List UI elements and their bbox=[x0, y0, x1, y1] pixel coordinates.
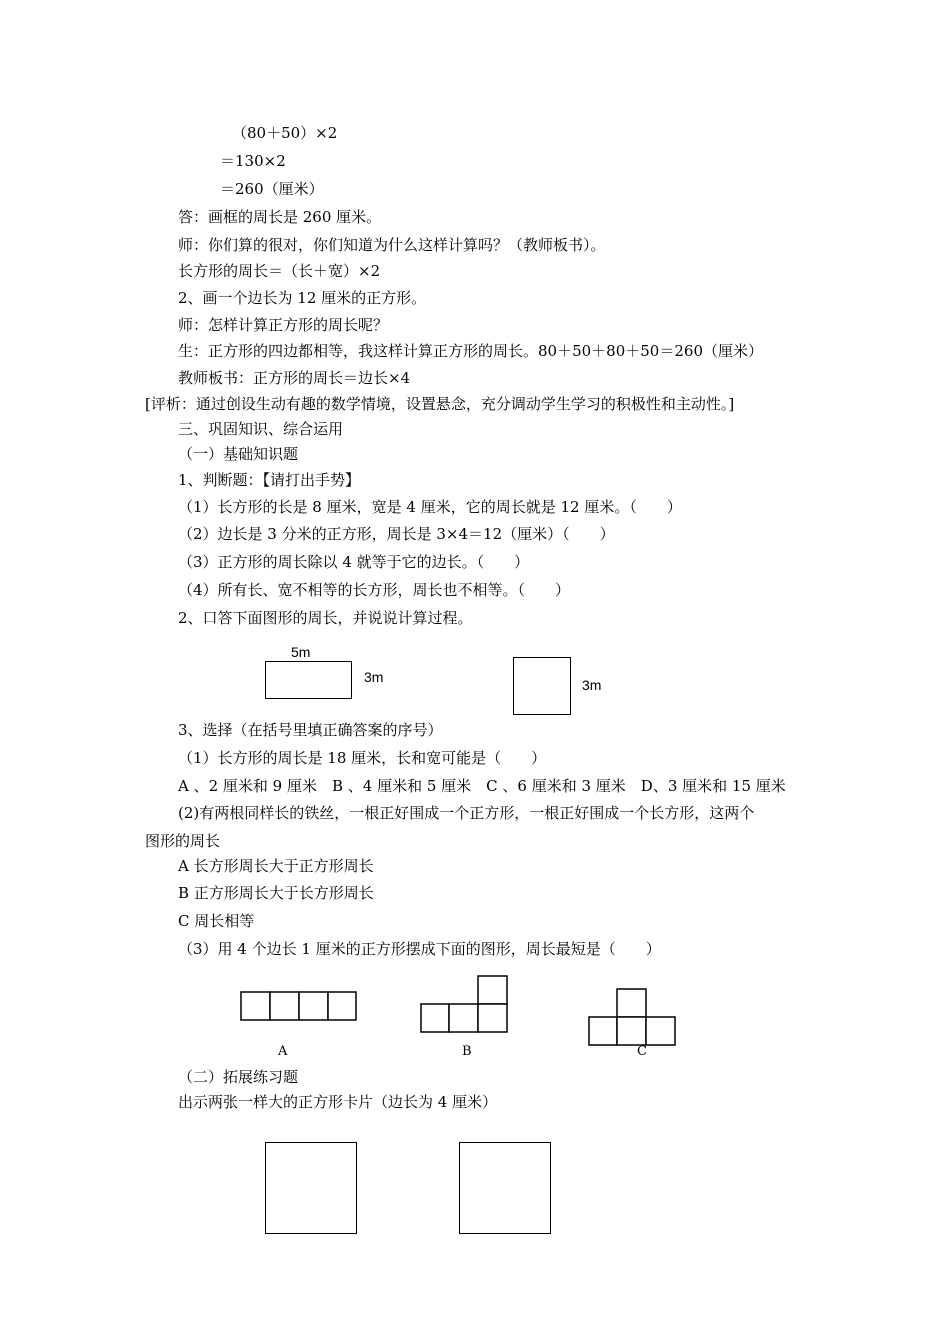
arrangement-b-square-1 bbox=[421, 1004, 449, 1032]
arrangement-c-square-top bbox=[617, 989, 646, 1017]
section-3-heading: 三、巩固知识、综合运用 bbox=[178, 420, 344, 438]
choice-item-2-continued: 图形的周长 bbox=[145, 832, 221, 850]
rectangle-formula: 长方形的周长＝（长＋宽）×2 bbox=[178, 262, 381, 280]
arrangement-b-square-top bbox=[478, 976, 507, 1004]
calc-line-1: （80＋50）×2 bbox=[232, 124, 338, 142]
oral-question-heading: 2、口答下面图形的周长，并说说计算过程。 bbox=[178, 609, 473, 627]
choice-item-2-option-b: B 正方形周长大于长方形周长 bbox=[178, 884, 374, 902]
calc-line-2: ＝130×2 bbox=[220, 152, 286, 170]
arrangement-c-label: C bbox=[637, 1044, 647, 1059]
choice-item-1: （1）长方形的周长是 18 厘米，长和宽可能是（ ） bbox=[178, 749, 547, 767]
card-description: 出示两张一样大的正方形卡片（边长为 4 厘米） bbox=[178, 1093, 498, 1111]
arrangement-a-square-4 bbox=[328, 992, 356, 1020]
square-side-label: 3m bbox=[582, 677, 602, 693]
choice-item-3: （3）用 4 个边长 1 厘米的正方形摆成下面的图形，周长最短是（ ） bbox=[178, 940, 661, 958]
teacher-line-2: 师：怎样计算正方形的周长呢？ bbox=[178, 316, 389, 334]
arrangement-b-square-2 bbox=[449, 1004, 478, 1032]
arrangement-a-square-1 bbox=[241, 992, 270, 1020]
answer-line: 答：画框的周长是 260 厘米。 bbox=[178, 208, 382, 226]
calc-line-3: ＝260（厘米） bbox=[220, 180, 324, 198]
judge-question-heading: 1、判断题：【请打出手势】 bbox=[178, 471, 361, 489]
arrangement-b-square-3 bbox=[478, 1004, 507, 1032]
choice-item-1-options: A 、2 厘米和 9 厘米 B 、4 厘米和 5 厘米 C 、6 厘米和 3 厘米 D、3 厘米和 15 厘米 bbox=[178, 777, 786, 795]
student-line: 生：正方形的四边都相等，我这样计算正方形的周长。80＋50＋80＋50＝260（厘米） bbox=[178, 342, 763, 360]
square-formula: 教师板书：正方形的周长＝边长×4 bbox=[178, 369, 411, 387]
arrangement-b-label: B bbox=[462, 1044, 472, 1059]
choice-item-2-option-a: A 长方形周长大于正方形周长 bbox=[178, 857, 374, 875]
square-card-2 bbox=[459, 1142, 551, 1234]
arrangement-a-label: A bbox=[278, 1044, 288, 1059]
judge-item-3: （3）正方形的周长除以 4 就等于它的边长。（ ） bbox=[178, 553, 530, 571]
choice-question-heading: 3、选择（在括号里填正确答案的序号） bbox=[178, 721, 443, 739]
arrangement-c-square-3 bbox=[646, 1017, 675, 1045]
subsection-2-heading: （二）拓展练习题 bbox=[178, 1068, 299, 1086]
arrangement-c-square-1 bbox=[589, 1017, 617, 1045]
arrangement-a-square-2 bbox=[270, 992, 299, 1020]
arrangement-c-square-2 bbox=[617, 1017, 646, 1045]
task-2-line: 2、画一个边长为 12 厘米的正方形。 bbox=[178, 289, 427, 307]
teacher-line-1: 师：你们算的很对，你们知道为什么这样计算吗？（教师板书）。 bbox=[178, 236, 606, 254]
square-card-1 bbox=[265, 1142, 357, 1234]
judge-item-4: （4）所有长、宽不相等的长方形，周长也不相等。（ ） bbox=[178, 581, 571, 599]
comment-line: [评析：通过创设生动有趣的数学情境，设置悬念，充分调动学生学习的积极性和主动性。] bbox=[145, 395, 735, 413]
judge-item-1: （1）长方形的长是 8 厘米，宽是 4 厘米，它的周长就是 12 厘米。（ ） bbox=[178, 498, 682, 516]
subsection-1-heading: （一）基础知识题 bbox=[178, 445, 299, 463]
judge-item-2: （2）边长是 3 分米的正方形，周长是 3×4＝12（厘米）（ ） bbox=[178, 525, 615, 543]
arrangement-a-square-3 bbox=[299, 992, 328, 1020]
choice-item-2-option-c: C 周长相等 bbox=[178, 912, 255, 930]
choice-item-2: (2)有两根同样长的铁丝，一根正好围成一个正方形，一根正好围成一个长方形，这两个 bbox=[178, 804, 755, 822]
rectangle-width-label: 3m bbox=[364, 669, 384, 685]
rectangle-length-label: 5m bbox=[291, 644, 311, 660]
